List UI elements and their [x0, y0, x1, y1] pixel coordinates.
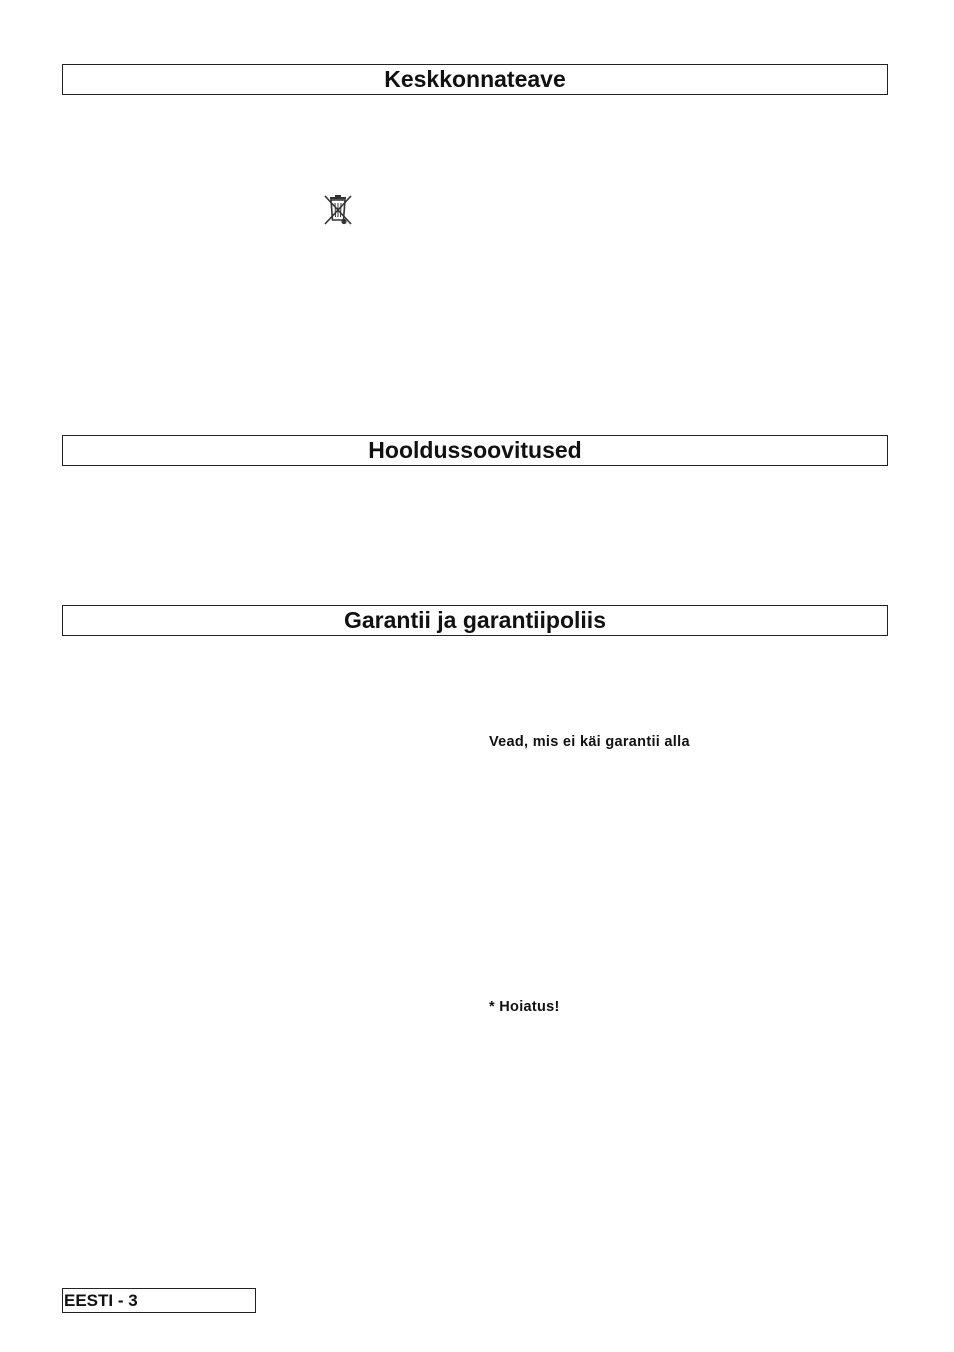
section-title-warranty: Garantii ja garantiipoliis: [62, 605, 888, 636]
crossed-out-wheelie-bin-icon: [322, 193, 354, 227]
defects-not-covered-heading: Vead, mis ei käi garantii alla: [489, 734, 690, 750]
section-title-environment: Keskkonnateave: [62, 64, 888, 95]
warning-heading: * Hoiatus!: [489, 999, 560, 1015]
section-title-care: Hooldussoovitused: [62, 435, 888, 466]
page-number-label: EESTI - 3: [62, 1288, 256, 1313]
